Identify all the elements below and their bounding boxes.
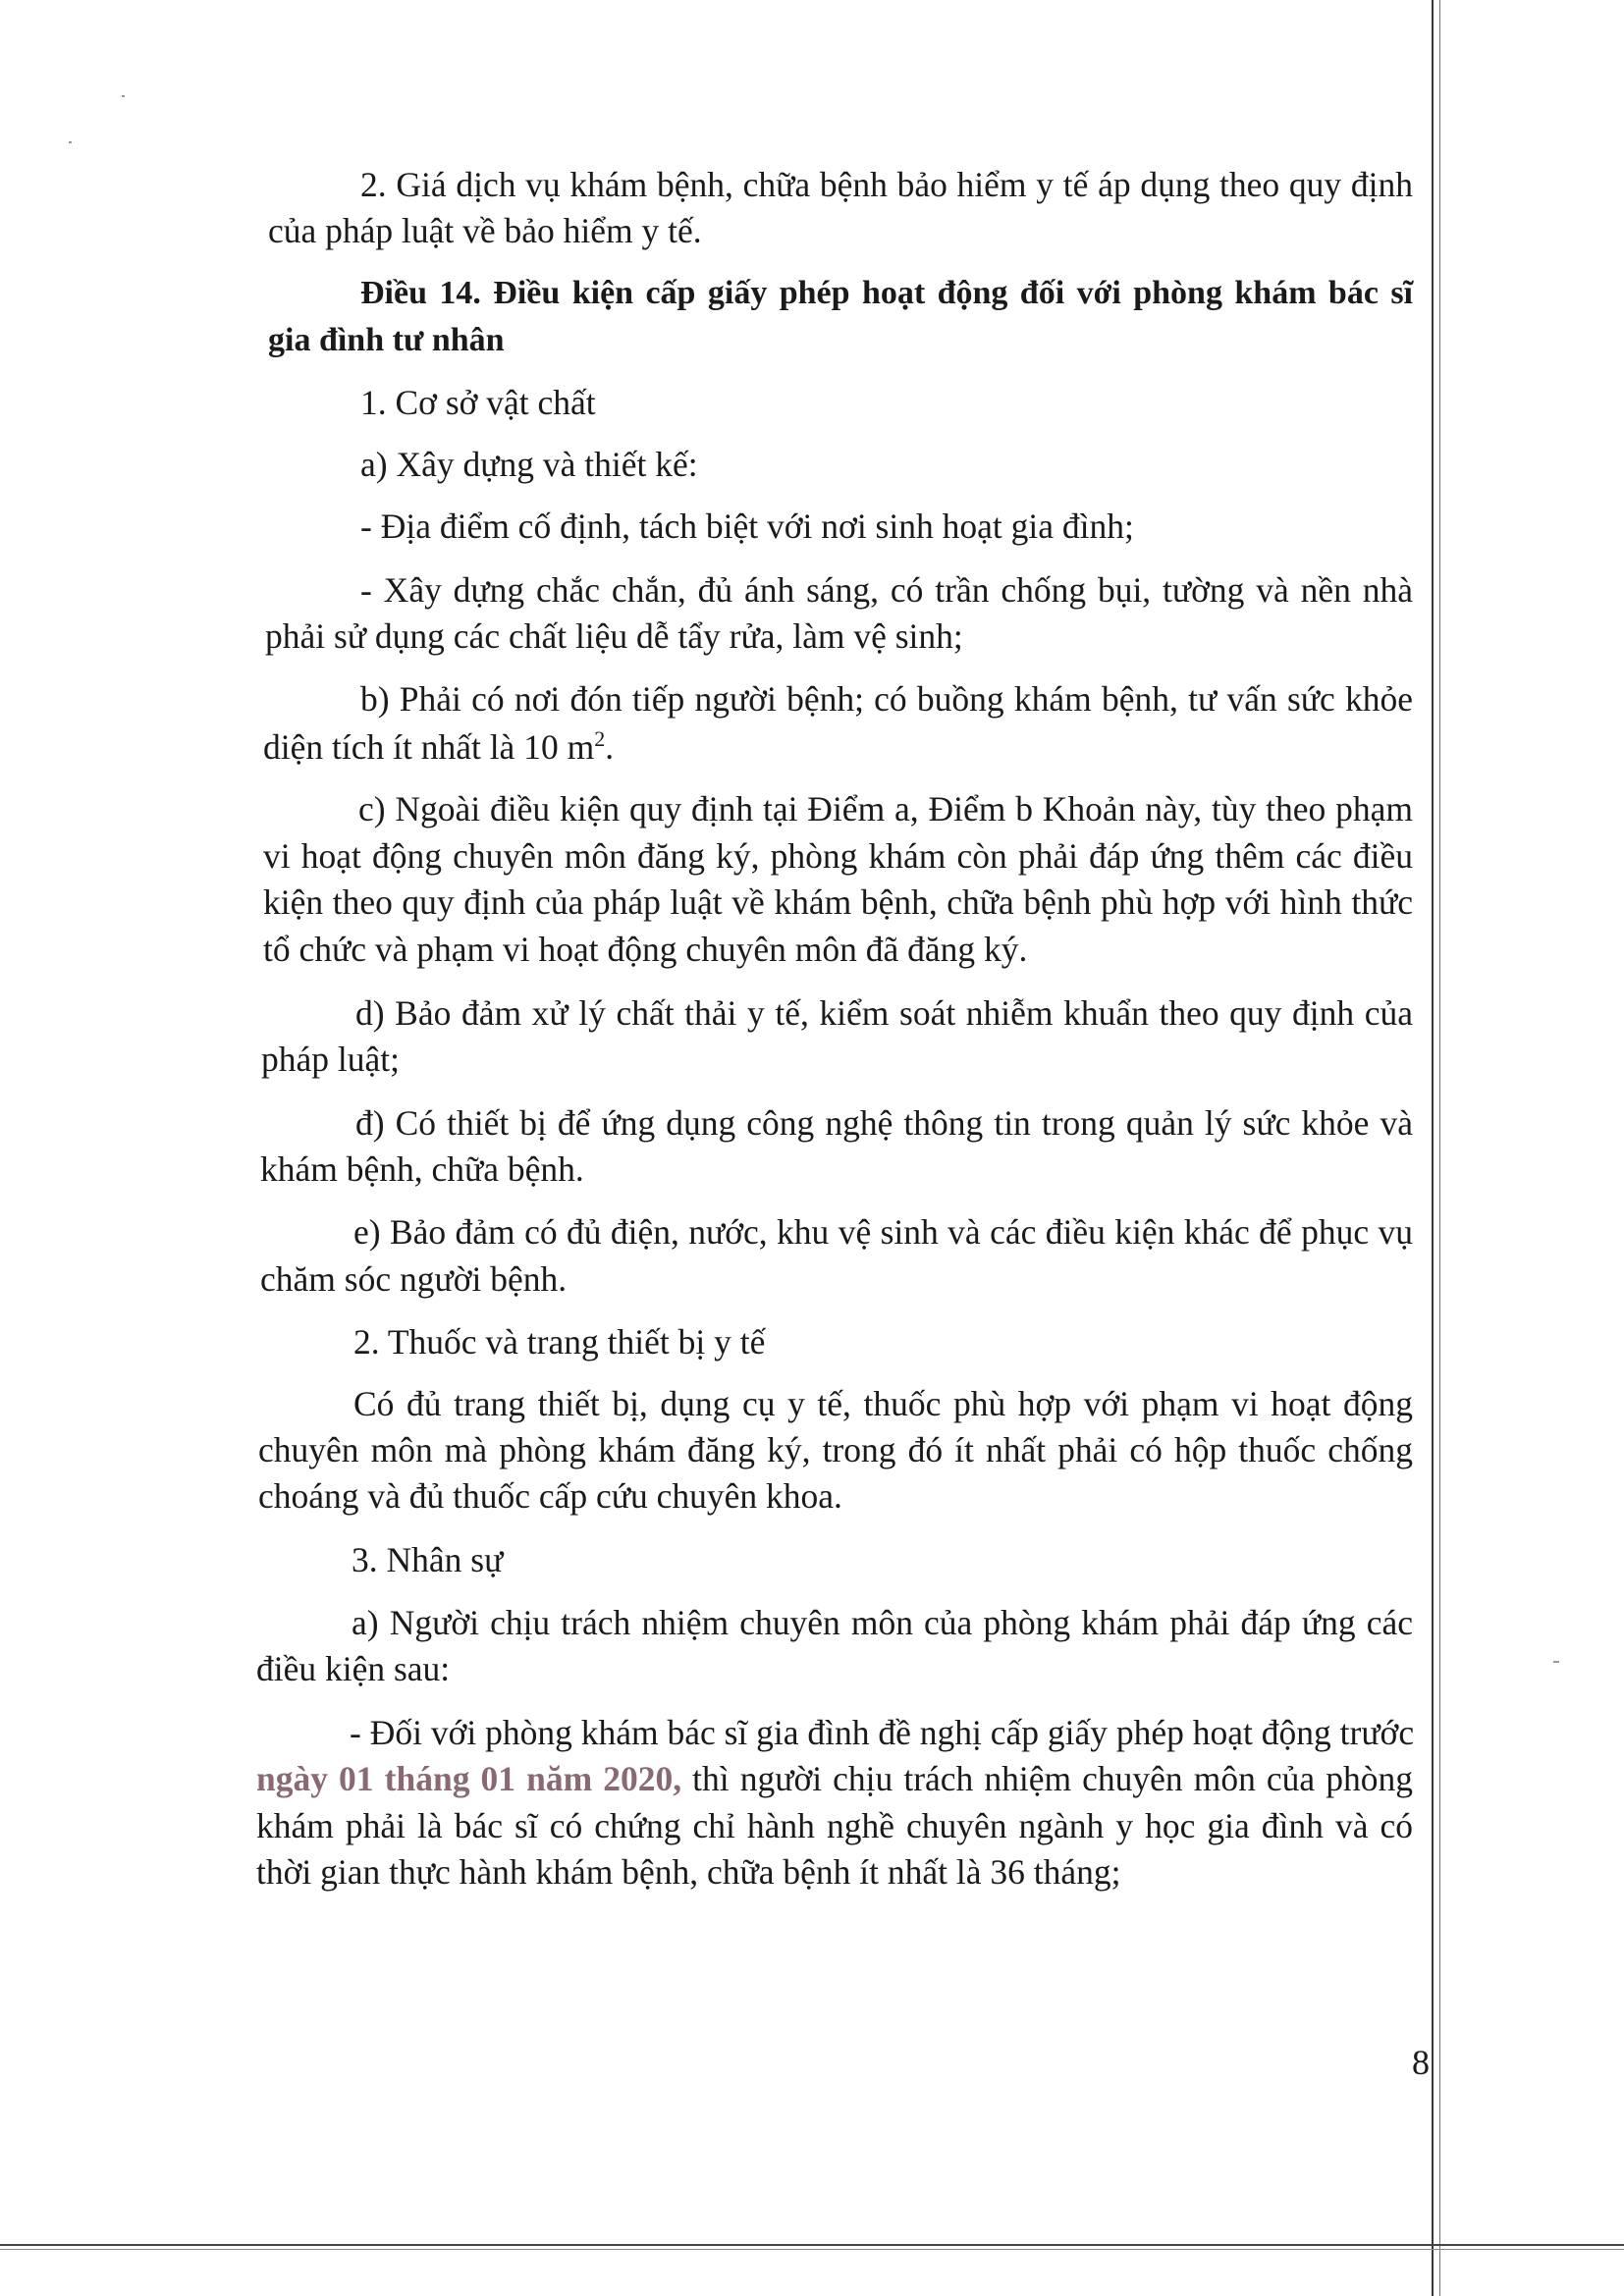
page-number: 8 <box>1412 2043 1430 2082</box>
text-line: Có đủ trang thiết bị, dụng cụ y tế, thuốc phù hợp với phạm vi hoạt động <box>353 1384 1413 1423</box>
article-heading: gia đình tư nhân <box>268 322 505 358</box>
text-line: 2. Giá dịch vụ khám bệnh, chữa bệnh bảo hiểm y tế áp dụng theo quy định <box>360 165 1413 204</box>
text-line: vi hoạt động chuyên môn đăng ký, phòng khám còn phải đáp ứng thêm các điều <box>263 836 1413 876</box>
text-line: của pháp luật về bảo hiểm y tế. <box>268 211 702 250</box>
text-line: - Xây dựng chắc chắn, đủ ánh sáng, có trần chống bụi, tường và nền nhà <box>360 570 1413 610</box>
text-line: điều kiện sau: <box>256 1649 451 1688</box>
section-heading: 1. Cơ sở vật chất <box>360 383 596 422</box>
text-line: đ) Có thiết bị để ứng dụng công nghệ thông tin trong quản lý sức khỏe và <box>355 1103 1413 1143</box>
text-line: - Địa điểm cố định, tách biệt với nơi sinh hoạt gia đình; <box>360 507 1134 546</box>
text-line: pháp luật; <box>261 1040 400 1079</box>
text-line: khám phải là bác sĩ có chứng chỉ hành nghề chuyên ngành y học gia đình và có <box>256 1806 1413 1845</box>
scan-speck <box>1553 1661 1559 1663</box>
text-line: e) Bảo đảm có đủ điện, nước, khu vệ sinh và các điều kiện khác để phục vụ <box>353 1212 1413 1252</box>
text-line: chăm sóc người bệnh. <box>260 1259 568 1299</box>
text-line: khám bệnh, chữa bệnh. <box>260 1149 584 1189</box>
section-heading: 2. Thuốc và trang thiết bị y tế <box>353 1322 766 1362</box>
text-line: - Đối với phòng khám bác sĩ gia đình đề nghị cấp giấy phép hoạt động trước <box>350 1713 1415 1752</box>
text-line: tổ chức và phạm vi hoạt động chuyên môn đã đăng ký. <box>263 930 1028 969</box>
text-line: a) Xây dựng và thiết kế: <box>360 445 698 484</box>
text-line: ngày 01 tháng 01 năm 2020, thì người chịu trách nhiệm chuyên môn của phòng <box>256 1759 1413 1798</box>
scan-edge-line <box>1439 0 1440 2296</box>
text-line: kiện theo quy định của pháp luật về khám bệnh, chữa bệnh phù hợp với hình thức <box>263 882 1413 922</box>
text-line: b) Phải có nơi đón tiếp người bệnh; có buồng khám bệnh, tư vấn sức khỏe <box>360 679 1413 719</box>
scan-bottom-line <box>0 2244 1624 2246</box>
highlighted-date: ngày 01 tháng 01 năm 2020, <box>256 1759 682 1798</box>
article-heading: Điều 14. Điều kiện cấp giấy phép hoạt động đối với phòng khám bác sĩ <box>360 275 1413 311</box>
text-line: a) Người chịu trách nhiệm chuyên môn của phòng khám phải đáp ứng các <box>352 1603 1413 1642</box>
scan-edge-line <box>1432 0 1434 2296</box>
text-line: chuyên môn mà phòng khám đăng ký, trong đó ít nhất phải có hộp thuốc chống <box>258 1430 1413 1469</box>
text-line: d) Bảo đảm xử lý chất thải y tế, kiểm soát nhiễm khuẩn theo quy định của <box>355 993 1413 1033</box>
scan-bottom-line <box>0 2249 1624 2250</box>
section-heading: 3. Nhân sự <box>352 1540 504 1579</box>
text-line: phải sử dụng các chất liệu dễ tẩy rửa, làm vệ sinh; <box>265 616 963 656</box>
text-line: thời gian thực hành khám bệnh, chữa bệnh ít nhất là 36 tháng; <box>256 1852 1121 1892</box>
text-line: diện tích ít nhất là 10 $m^2$. <box>263 726 615 767</box>
text-line: choáng và đủ thuốc cấp cứu chuyên khoa. <box>258 1476 842 1516</box>
scan-speck <box>122 95 125 97</box>
text-line: c) Ngoài điều kiện quy định tại Điểm a, Điểm b Khoản này, tùy theo phạm <box>358 789 1413 828</box>
scan-speck <box>69 141 72 143</box>
